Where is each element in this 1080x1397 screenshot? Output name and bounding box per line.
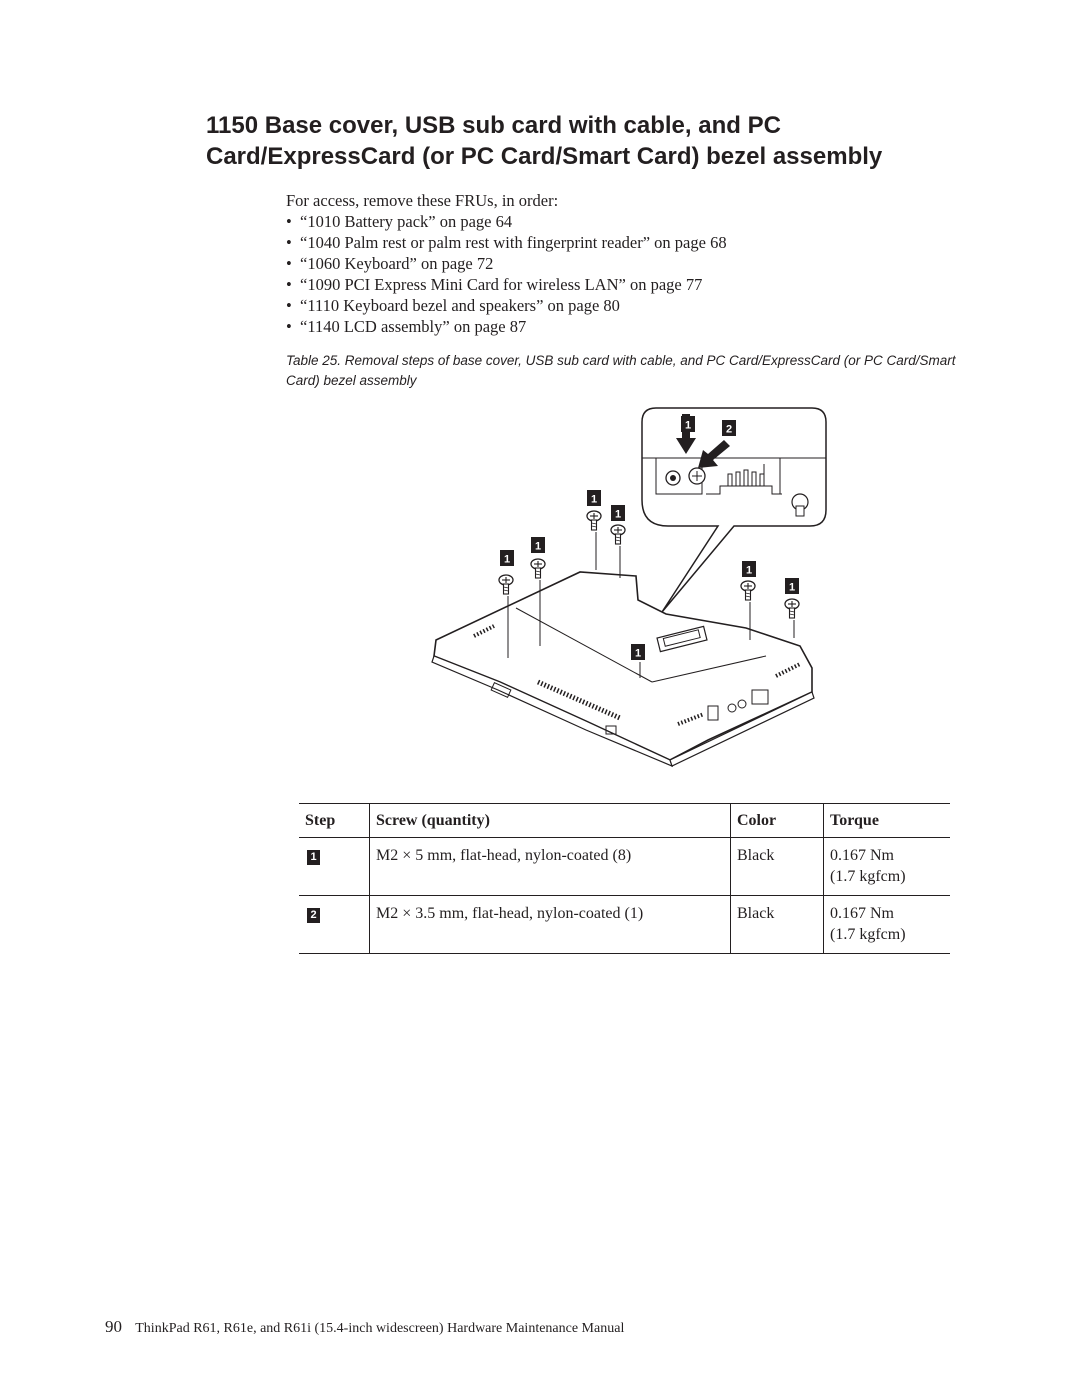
color-cell: Black (731, 838, 824, 896)
bullet: • (286, 212, 292, 231)
callout-1: 1 (534, 540, 542, 553)
screw-cell: M2 × 3.5 mm, flat-head, nylon-coated (1) (370, 896, 731, 954)
page-footer (105, 1317, 624, 1337)
prerequisite-link[interactable]: “1060 Keyboard” on page 72 (300, 254, 494, 273)
header-color: Color (731, 804, 824, 838)
list-item (286, 232, 727, 253)
list-item (286, 274, 727, 295)
callout-1: 1 (590, 493, 598, 506)
callout-1: 1 (614, 508, 622, 521)
callout-2: 2 (725, 423, 733, 436)
torque-cell (824, 896, 951, 954)
list-item (286, 316, 727, 337)
bullet: • (286, 296, 292, 315)
callout-1: 1 (745, 564, 753, 577)
prerequisite-link[interactable]: “1090 PCI Express Mini Card for wireless LAN” on page 77 (300, 275, 703, 294)
list-item (286, 253, 727, 274)
torque-cell (824, 838, 951, 896)
step-cell (299, 896, 370, 954)
base-cover-illustration (420, 400, 840, 780)
torque-kgfcm: (1.7 kgfcm) (830, 868, 906, 885)
section-title-line-2: Card/ExpressCard (or PC Card/Smart Card) bezel assembly (206, 143, 883, 170)
laptop-base (432, 572, 814, 766)
header-screw: Screw (quantity) (370, 804, 731, 838)
screw-table (299, 803, 950, 954)
list-item (286, 295, 727, 316)
screw-cell: M2 × 5 mm, flat-head, nylon-coated (8) (370, 838, 731, 896)
color-cell: Black (731, 896, 824, 954)
list-item (286, 211, 727, 232)
header-torque: Torque (824, 804, 951, 838)
prerequisite-link[interactable]: “1140 LCD assembly” on page 87 (300, 317, 527, 336)
table-header-row (299, 804, 950, 838)
torque-nm: 0.167 Nm (830, 847, 894, 864)
callout-1: 1 (503, 553, 511, 566)
prerequisite-list (286, 211, 727, 337)
footer-title: ThinkPad R61, R61e, and R61i (15.4-inch widescreen) Hardware Maintenance Manual (135, 1321, 625, 1336)
section-title-line-1: 1150 Base cover, USB sub card with cable, and PC (206, 112, 781, 139)
callout-1: 1 (684, 419, 692, 432)
step-badge: 1 (307, 850, 320, 865)
torque-nm: 0.167 Nm (830, 905, 894, 922)
torque-kgfcm: (1.7 kgfcm) (830, 926, 906, 943)
bullet: • (286, 275, 292, 294)
bullet: • (286, 317, 292, 336)
bullet: • (286, 233, 292, 252)
page-number: 90 (105, 1317, 122, 1336)
table-row (299, 896, 950, 954)
section-title (206, 110, 1046, 172)
intro-text: For access, remove these FRUs, in order: (286, 191, 559, 210)
prerequisite-link[interactable]: “1040 Palm rest or palm rest with fingerprint reader” on page 68 (300, 233, 727, 252)
step-cell (299, 838, 370, 896)
bullet: • (286, 254, 292, 273)
table-row (299, 838, 950, 896)
table-caption: Table 25. Removal steps of base cover, USB sub card with cable, and PC Card/ExpressCard (or PC Card/Smart Card) bezel assembly (286, 353, 956, 388)
callout-1: 1 (788, 581, 796, 594)
header-step: Step (299, 804, 370, 838)
step-badge: 2 (307, 908, 320, 923)
callout-1: 1 (634, 647, 642, 660)
prerequisite-link[interactable]: “1110 Keyboard bezel and speakers” on page 80 (300, 296, 620, 315)
prerequisite-link[interactable]: “1010 Battery pack” on page 64 (300, 212, 513, 231)
